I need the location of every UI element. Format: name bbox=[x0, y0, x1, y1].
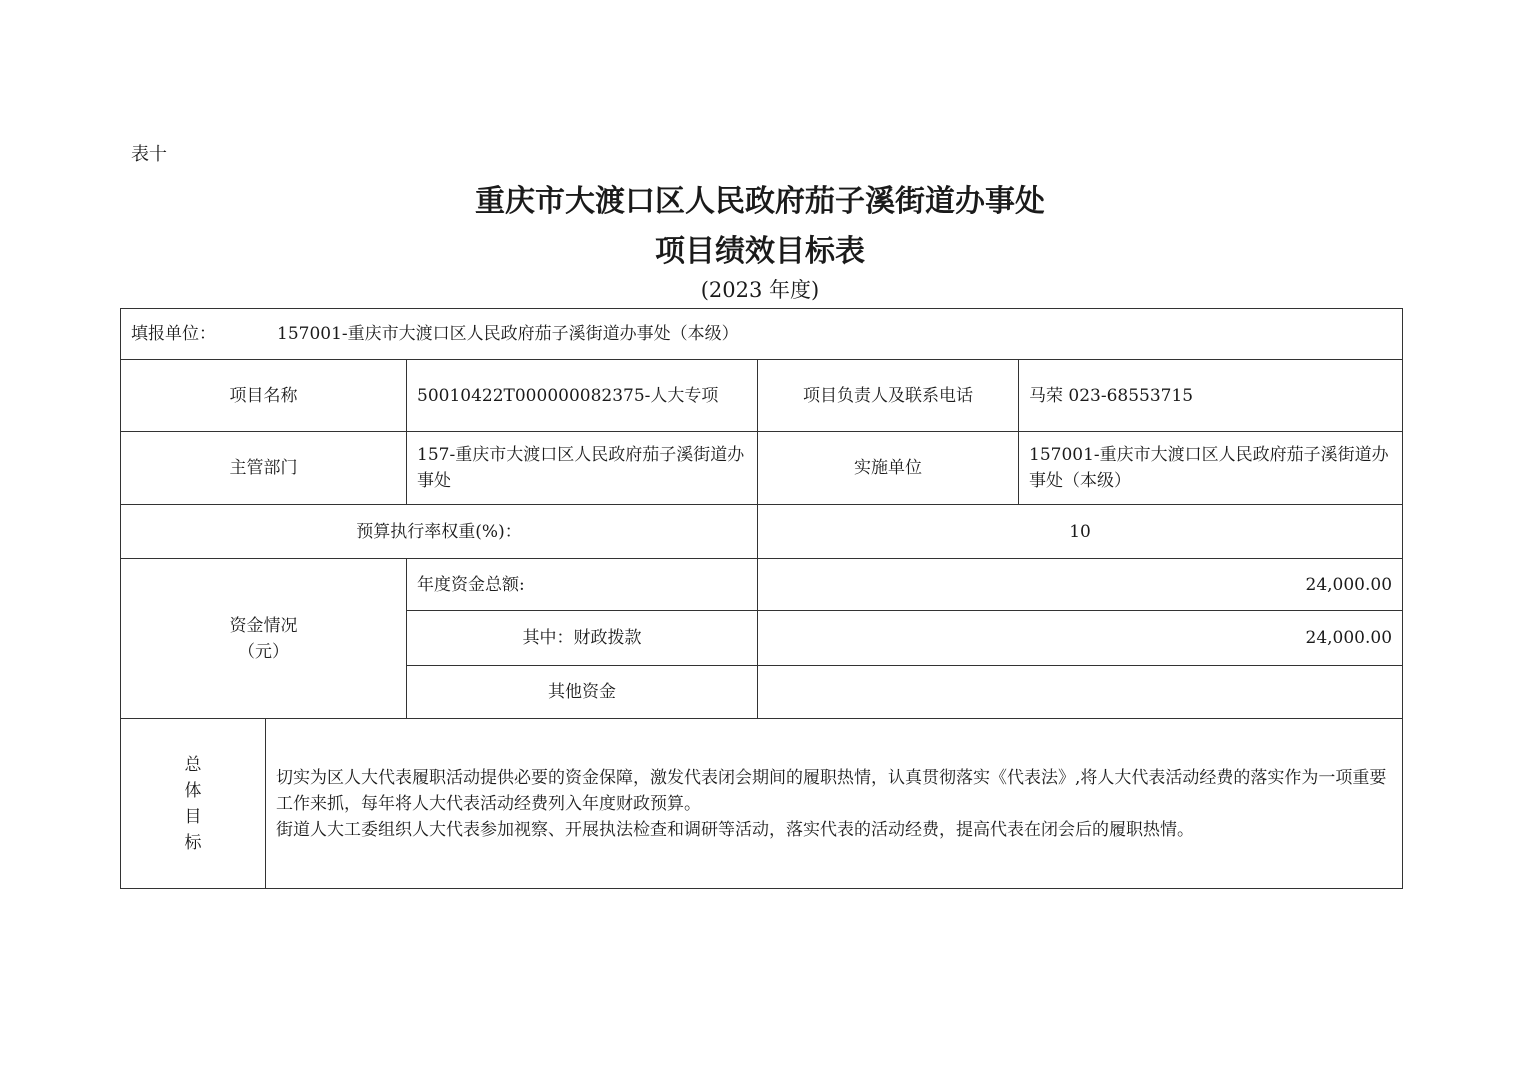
fiscal-year: (2023 年度) bbox=[700, 278, 820, 302]
project-lead-value: 马荣 023-68553715 bbox=[1019, 360, 1403, 432]
project-name-row bbox=[121, 360, 1403, 432]
overall-goal-row bbox=[121, 719, 1403, 889]
table-number-label: 表十 bbox=[131, 144, 167, 165]
project-name-label: 项目名称 bbox=[121, 360, 407, 432]
document-title: 重庆市大渡口区人民政府茄子溪街道办事处 bbox=[475, 184, 1045, 219]
overall-goal-text bbox=[266, 719, 1403, 889]
fiscal-label: 其中：财政拨款 bbox=[407, 611, 758, 666]
goal-label-char: 体 bbox=[184, 780, 202, 801]
goal-label-char: 标 bbox=[184, 832, 202, 853]
goal-text-paragraph-2: 街道人大工委组织人大代表参加视察、开展执法检查和调研等活动，落实代表的活动经费，提高代表在闭会后的履职热情。 bbox=[276, 819, 1194, 840]
annual-total-row bbox=[121, 559, 1403, 611]
annual-total-value: 24,000.00 bbox=[758, 559, 1403, 611]
other-funds-value bbox=[758, 666, 1403, 719]
impl-unit-value: 157001-重庆市大渡口区人民政府茄子溪街道办事处（本级） bbox=[1019, 432, 1403, 505]
goal-label-char: 总 bbox=[184, 754, 202, 775]
budget-weight-label: 预算执行率权重(%)： bbox=[121, 505, 758, 559]
funds-label bbox=[121, 559, 407, 719]
annual-total-label: 年度资金总额: bbox=[407, 559, 758, 611]
dept-label: 主管部门 bbox=[121, 432, 407, 505]
goal-label-char: 目 bbox=[184, 806, 202, 827]
fill-unit-value: 157001-重庆市大渡口区人民政府茄子溪街道办事处（本级） bbox=[277, 324, 739, 344]
other-funds-label: 其他资金 bbox=[407, 666, 758, 719]
fill-unit-label: 填报单位： bbox=[131, 324, 216, 344]
budget-weight-row bbox=[121, 505, 1403, 559]
project-name-value: 50010422T000000082375-人大专项 bbox=[407, 360, 758, 432]
fill-unit-row bbox=[121, 309, 1403, 360]
performance-goal-table bbox=[120, 308, 1403, 889]
document-subtitle: 项目绩效目标表 bbox=[655, 234, 865, 269]
impl-unit-label: 实施单位 bbox=[758, 432, 1019, 505]
funds-label-line2: （元） bbox=[238, 641, 289, 662]
goal-text-paragraph-1: 切实为区人大代表履职活动提供必要的资金保障，激发代表闭会期间的履职热情，认真贯彻落实《代表法》,将人大代表活动经费的落实作为一项重要工作来抓，每年将人大代表活动经费列入年度财政预算。 bbox=[276, 767, 1387, 814]
fiscal-value: 24,000.00 bbox=[758, 611, 1403, 666]
project-lead-label: 项目负责人及联系电话 bbox=[758, 360, 1019, 432]
budget-weight-value: 10 bbox=[758, 505, 1403, 559]
fill-unit-cell bbox=[121, 309, 1403, 360]
department-row bbox=[121, 432, 1403, 505]
dept-value: 157-重庆市大渡口区人民政府茄子溪街道办事处 bbox=[407, 432, 758, 505]
overall-goal-label bbox=[121, 719, 266, 889]
funds-label-line1: 资金情况 bbox=[229, 615, 298, 636]
